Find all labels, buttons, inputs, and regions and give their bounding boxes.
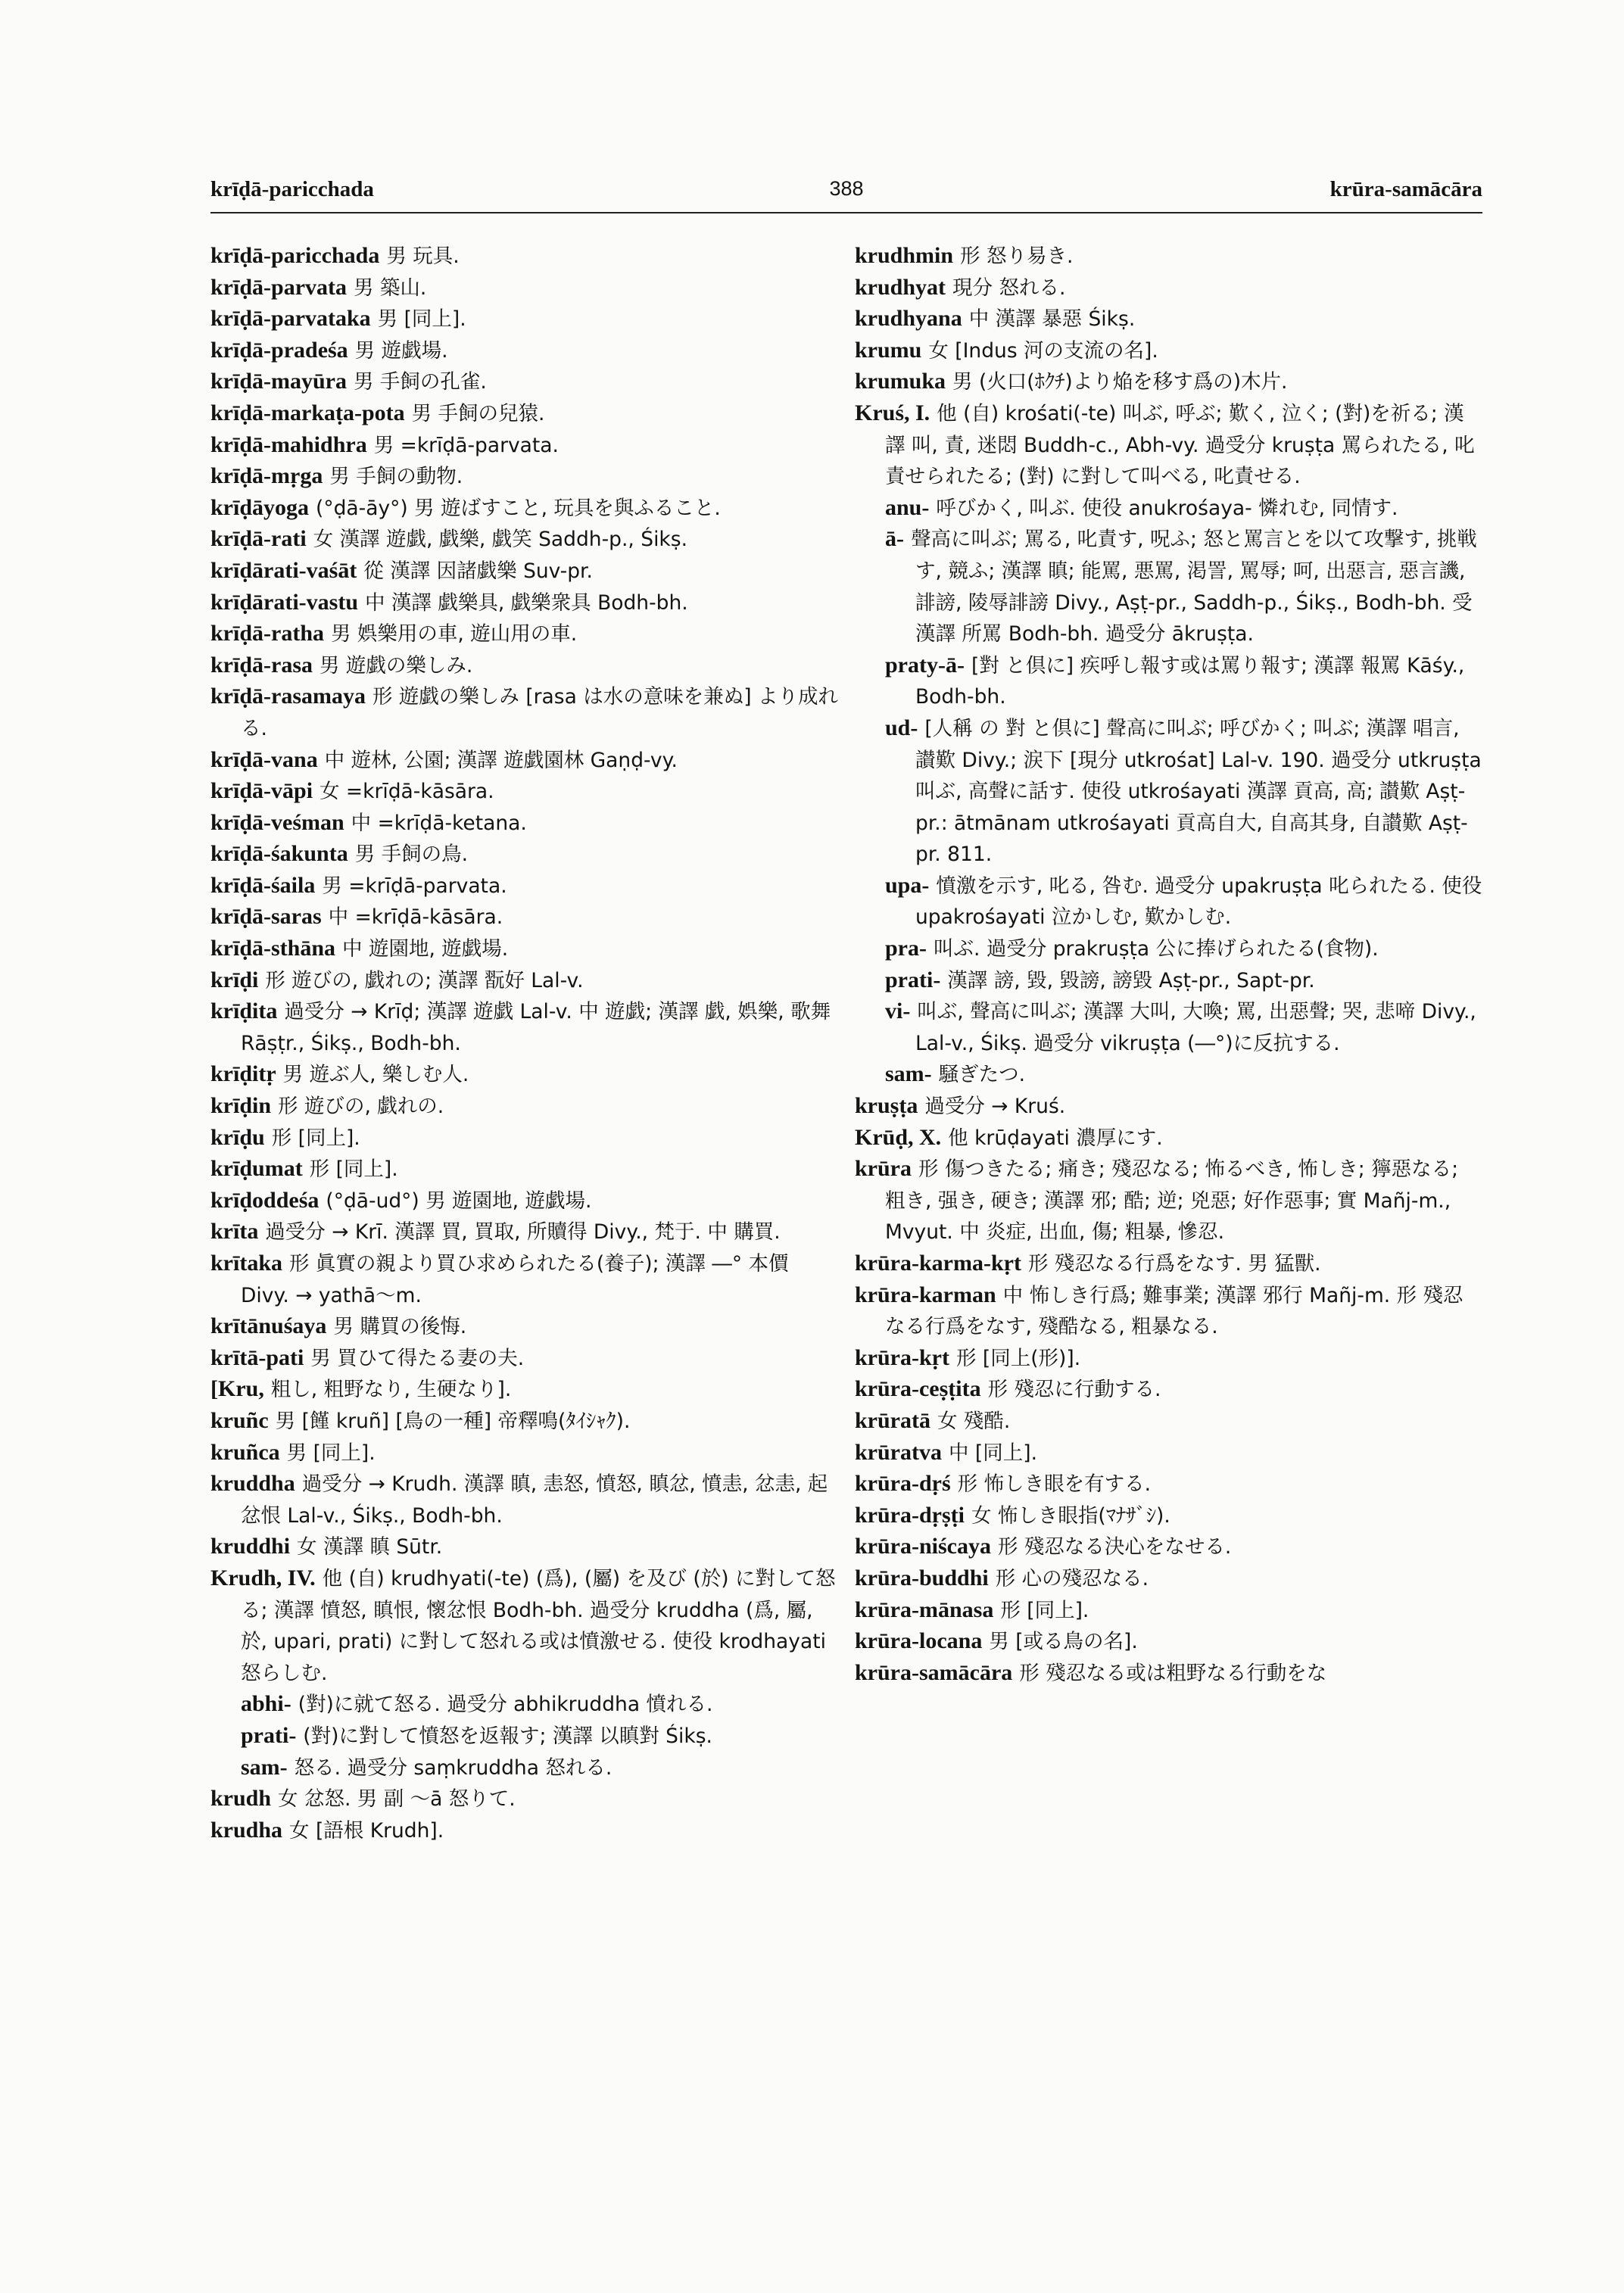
entry-definition: 怒る. 過受分 saṃkruddha 怒れる. (294, 1756, 613, 1780)
entry-definition: 形 [同上]. (271, 1126, 360, 1150)
dictionary-subentry (855, 650, 1483, 713)
entry-headword: krīḍoddeśa (210, 1187, 320, 1213)
entry-definition: 男 [同上]. (377, 307, 466, 332)
dictionary-entry (210, 1784, 839, 1815)
right-running-head: krūra-samācāra (1329, 177, 1482, 201)
entry-headword: ā- (885, 526, 904, 552)
entry-headword: sam- (885, 1061, 932, 1087)
entry-definition: 男 玩具. (386, 245, 460, 268)
dictionary-subentry (855, 524, 1483, 650)
dictionary-entry (855, 1248, 1483, 1280)
dictionary-entry (210, 650, 839, 682)
dictionary-entry (210, 1469, 839, 1531)
entry-headword: krīḍā-markaṭa-pota (210, 400, 405, 425)
dictionary-entry (210, 1438, 839, 1469)
dictionary-entry (210, 933, 839, 965)
entry-headword: ud- (885, 715, 918, 740)
entry-definition: 形 殘忍に行動する. (987, 1378, 1161, 1402)
entry-definition: 過受分 → Kruś. (924, 1095, 1066, 1119)
dictionary-subentry (855, 493, 1483, 525)
entry-headword: kruddhi (210, 1534, 291, 1559)
entry-definition: 形 怖しき眼を有する. (957, 1472, 1151, 1497)
dictionary-entry (210, 430, 839, 462)
entry-definition: 中 遊林, 公園; 漢譯 遊戯園林 Gaṇḍ-vy. (324, 748, 678, 772)
entry-definition: 男 =krīḍā-parvata. (322, 874, 507, 898)
entry-definition: 漢譯 謗, 毀, 毀謗, 謗毀 Aṣṭ-pr., Sapt-pr. (947, 968, 1315, 992)
dictionary-entry (210, 1311, 839, 1343)
dictionary-entry (210, 808, 839, 840)
entry-headword: krītānuśaya (210, 1313, 327, 1339)
entry-definition: 形 殘忍なる決心をなせる. (997, 1535, 1232, 1559)
entry-definition: 呼びかく, 叫ぶ. 使役 anukrośaya- 憐れむ, 同情す. (936, 496, 1398, 520)
dictionary-entry (855, 1626, 1483, 1658)
dictionary-entry (210, 1531, 839, 1563)
entry-headword: krīḍārati-vaśāt (210, 557, 357, 583)
entry-headword: krīta (210, 1219, 259, 1245)
dictionary-entry (210, 902, 839, 933)
entry-definition: [對 と倶に] 疾呼し報す或は罵り報す; 漢譯 報罵 Kāśy., Bodh-bh. (915, 653, 1465, 709)
entry-definition: 形 怒り易き. (960, 245, 1074, 268)
dictionary-entry (855, 1595, 1483, 1627)
entry-headword: krudha (210, 1817, 283, 1843)
entry-definition: 女 漢譯 瞋 Sūtr. (297, 1535, 443, 1559)
dictionary-subentry (855, 933, 1483, 965)
entry-headword: krudhyat (855, 274, 946, 300)
entry-definition: 男 築山. (353, 276, 427, 300)
entry-definition: 過受分 → Krudh. 漢譯 瞋, 恚怒, 憤怒, 瞋忿, 憤恚, 忿恚, 起忿恨 Lal-v., Śikṣ., Bodh-bh. (241, 1472, 828, 1528)
entry-definition: 形 傷つきたる; 痛き; 殘忍なる; 怖るべき, 怖しき; 獰惡なる; 粗き, 强き, 硬き; 漢譯 邪; 酷; 逆; 兇惡; 好作惡事; 實 Mañj-m., Mvyut. 中 炎症, 出血, 傷; 粗暴, 慘忍. (885, 1157, 1459, 1245)
dictionary-entry (855, 1658, 1483, 1690)
dictionary-subentry (855, 996, 1483, 1059)
dictionary-entry (210, 996, 839, 1059)
entry-headword: kruñc (210, 1407, 269, 1433)
entry-definition: 形 遊びの, 戯れの; 漢譯 翫好 Lal-v. (265, 968, 584, 992)
entry-headword: Kruś, I. (855, 400, 930, 425)
entry-definition: 女 忿怒. 男 副 ～ā 怒りて. (278, 1787, 516, 1812)
entry-headword: krīḍāyoga (210, 494, 310, 520)
dictionary-entry (855, 304, 1483, 335)
entry-definition: 形 殘忍なる或は粗野なる行動をな (1019, 1661, 1327, 1685)
entry-definition: 男 娯樂用の車, 遊山用の車. (330, 622, 578, 646)
dictionary-entry (855, 241, 1483, 273)
entry-definition: 他 krūḍayati 濃厚にす. (948, 1126, 1163, 1150)
dictionary-entry (210, 335, 839, 367)
entry-definition: 女 [語根 Krudh]. (289, 1818, 444, 1843)
entry-headword: krīḍā-pradeśa (210, 337, 348, 363)
dictionary-subentry (210, 1689, 839, 1721)
entry-headword: sam- (241, 1754, 288, 1780)
entry-headword: krīḍi (210, 967, 259, 992)
entry-headword: pra- (885, 936, 927, 961)
entry-definition: 過受分 → Krīḍ; 漢譯 遊戯 Lal-v. 中 遊戯; 漢譯 戯, 娯樂, 歌舞 Rāṣṭr., Śikṣ., Bodh-bh. (241, 1000, 831, 1055)
entry-headword: Krudh, IV. (210, 1565, 316, 1590)
entry-headword: krīḍā-veśman (210, 809, 344, 835)
entry-headword: upa- (885, 872, 930, 898)
dictionary-entry (855, 1531, 1483, 1563)
entry-definition: 形 [同上]. (309, 1157, 398, 1182)
entry-headword: krīḍin (210, 1093, 272, 1119)
dictionary-entry (210, 398, 839, 430)
entry-definition: 聲高に叫ぶ; 罵る, 叱責す, 呪ふ; 怒と罵言とを以て攻撃す, 挑戦す, 競ふ; 漢譯 瞋; 能罵, 悪罵, 渇詈, 罵辱; 呵, 出惡言, 惡言譏, 誹謗, 陵辱誹謗 Divy., Aṣṭ-pr., Saddh-p., Śikṣ., Bodh-bh. 受 漢譯 所罵 Bodh-bh. 過受分 ākruṣṭa. (910, 528, 1477, 646)
dictionary-entry (855, 273, 1483, 304)
entry-headword: krudh (210, 1786, 272, 1812)
entry-headword: krīḍā-sthāna (210, 936, 336, 961)
entry-headword: praty-ā- (885, 652, 965, 678)
dictionary-subentry (210, 1752, 839, 1784)
entry-headword: krūra-locana (855, 1628, 983, 1654)
entry-headword: krudhmin (855, 243, 954, 268)
entry-definition: 叫ぶ. 過受分 prakruṣṭa 公に捧げられたる(食物). (933, 937, 1379, 961)
entry-headword: krīḍā-rasa (210, 652, 313, 678)
entry-definition: 他 (自) krudhyati(-te) (爲), (屬) を及び (於) に對して怒る; 漢譯 憤怒, 瞋恨, 懷忿恨 Bodh-bh. 過受分 kruddha (爲, 屬, 於, upari, prati) に對して怒れる或は憤激せる. 使役 krodhayati 怒らしむ. (241, 1566, 836, 1685)
dictionary-subentry (210, 1721, 839, 1752)
entry-headword: krīḍā-parvata (210, 274, 347, 300)
entry-definition: 憤激を示す, 叱る, 咎む. 過受分 upakruṣṭa 叱られたる. 使役 upakrośayati 泣かしむ, 歎かしむ. (915, 874, 1482, 930)
dictionary-entry (210, 681, 839, 744)
entry-definition: (°ḍā-ud°) 男 遊園地, 遊戯場. (326, 1189, 592, 1213)
entry-headword: krūratva (855, 1439, 942, 1465)
dictionary-entry (855, 1374, 1483, 1406)
dictionary-entry (855, 1438, 1483, 1469)
entry-definition: 女 =krīḍā-kāsāra. (320, 780, 494, 804)
entry-definition: 形 遊びの, 戯れの. (278, 1095, 444, 1119)
dictionary-entry (210, 493, 839, 525)
entry-headword: krūra-dṛś (855, 1471, 951, 1497)
entry-definition: 男 手飼の鳥. (354, 843, 469, 867)
entry-definition: 中 [同上]. (948, 1441, 1037, 1465)
entry-headword: krīḍā-rasamaya (210, 684, 366, 709)
entry-headword: kruṣṭa (855, 1093, 918, 1119)
entry-headword: krīḍā-vana (210, 746, 318, 772)
entry-definition: 現分 怒れる. (952, 276, 1066, 300)
dictionary-entry (210, 1815, 839, 1847)
dictionary-entry (210, 1563, 839, 1689)
entry-definition: 女 殘酷. (937, 1409, 1011, 1433)
entry-headword: krūra-samācāra (855, 1659, 1013, 1685)
entry-definition: 從 漢譯 因諸戯樂 Suv-pr. (363, 559, 593, 583)
dictionary-entry (210, 273, 839, 304)
dictionary-entry (210, 745, 839, 777)
dictionary-entry (210, 1343, 839, 1375)
entry-headword: krīḍā-ratha (210, 621, 324, 646)
entry-definition: 男 手飼の兒猿. (411, 401, 545, 425)
entry-definition: 中 =krīḍā-ketana. (351, 811, 527, 835)
entry-headword: krūra-dṛṣṭi (855, 1502, 965, 1528)
entry-headword: krītaka (210, 1251, 283, 1276)
entry-definition: [人稱 の 對 と倶に] 聲高に叫ぶ; 呼びかく; 叫ぶ; 漢譯 唱言, 讃歎 Divy.; 涙下 [現分 utkrośat] Lal-v. 190. 過受分 utkruṣṭa 叫ぶ, 高聲に話す. 使役 utkrośayati 漢譯 貢高, 高; 讃歎 Aṣṭ-pr.: ātmānam utkrośayati 貢高自大, 自高其身, 自讃歎 Aṣṭ-pr. 811. (915, 716, 1482, 867)
entry-definition: 騒ぎたつ. (938, 1063, 1026, 1087)
left-running-head: krīḍā-paricchada (210, 177, 374, 201)
dictionary-entry (210, 1374, 839, 1406)
entry-definition: 男 [同上]. (286, 1441, 376, 1465)
dictionary-entry (855, 366, 1483, 398)
entry-headword: krīḍā-vāpi (210, 778, 313, 804)
dictionary-entry (210, 1154, 839, 1185)
dictionary-entry (210, 556, 839, 587)
entry-definition: 形 眞實の親より買ひ求められたる(養子); 漢譯 ―° 本價 Divy. → yathā～m. (241, 1252, 789, 1307)
dictionary-subentry (855, 1059, 1483, 1091)
dictionary-subentry (855, 871, 1483, 933)
entry-headword: anu- (885, 494, 930, 520)
running-header (210, 177, 1482, 213)
entry-definition: 粗し, 粗野なり, 生硬なり]. (270, 1378, 512, 1402)
entry-definition: 中 怖しき行爲; 難事業; 漢譯 邪行 Mañj-m. 形 殘忍なる行爲をなす, 殘酷なる, 粗暴なる. (885, 1283, 1463, 1339)
entry-headword: krūra-niścaya (855, 1534, 991, 1559)
entry-headword: abhi- (241, 1691, 291, 1717)
dictionary-entry (855, 335, 1483, 367)
entry-headword: krīḍā-mahidhra (210, 431, 367, 457)
dictionary-entry (210, 587, 839, 619)
dictionary-entry (210, 241, 839, 273)
entry-headword: krūra-karma-kṛt (855, 1251, 1021, 1276)
dictionary-entry (210, 304, 839, 335)
dictionary-entry (210, 366, 839, 398)
entry-definition: 男 [或る鳥の名]. (989, 1630, 1138, 1654)
entry-definition: 男 [饉 kruñ] [鳥の一種] 帝釋鳴(ﾀｲｼｬｸ). (275, 1409, 631, 1433)
dictionary-entry (210, 965, 839, 997)
entry-headword: krīḍā-rati (210, 526, 307, 552)
entry-headword: krīḍā-śaila (210, 872, 316, 898)
dictionary-entry (210, 618, 839, 650)
entry-definition: 形 心の殘忍なる. (995, 1566, 1149, 1590)
entry-definition: 中 遊園地, 遊戯場. (342, 937, 509, 961)
entry-headword: krīḍā-mayūra (210, 369, 347, 394)
entry-headword: krumu (855, 337, 922, 363)
dictionary-entry (210, 1406, 839, 1438)
entry-headword: krudhyana (855, 306, 962, 332)
entry-definition: 男 遊ぶ人, 樂しむ人. (282, 1063, 469, 1087)
entry-definition: 形 [同上]. (1000, 1598, 1089, 1622)
right-column (855, 241, 1483, 1689)
dictionary-entry (210, 1059, 839, 1091)
entry-headword: krūra-mānasa (855, 1597, 994, 1622)
entry-headword: [Kru, (210, 1376, 264, 1402)
entry-headword: kruddha (210, 1471, 295, 1497)
dictionary-entry (210, 1217, 839, 1248)
entry-headword: krīḍā-śakunta (210, 841, 348, 867)
entry-definition: 男 遊戯の樂しみ. (319, 653, 473, 678)
entry-definition: 男 遊戯場. (354, 338, 448, 363)
entry-headword: Krūḍ, X. (855, 1124, 942, 1150)
entry-definition: 男 (火口(ﾎｸﾁ)より焔を移す爲の)木片. (952, 370, 1288, 394)
entry-headword: krūra (855, 1156, 912, 1182)
entry-headword: prati- (241, 1722, 297, 1748)
dictionary-entry (210, 524, 839, 556)
entry-definition: 男 =krīḍā-parvata. (373, 433, 559, 457)
dictionary-entry (855, 398, 1483, 493)
entry-definition: 中 漢譯 暴惡 Śikṣ. (968, 307, 1136, 332)
entry-headword: krīḍā-mṛga (210, 463, 323, 489)
entry-headword: krīḍā-parvataka (210, 306, 371, 332)
entry-headword: krūra-ceṣṭita (855, 1376, 981, 1402)
entry-definition: 過受分 → Krī. 漢譯 買, 買取, 所贖得 Divy., 梵于. 中 購買. (265, 1220, 781, 1245)
entry-headword: krīḍārati-vastu (210, 589, 358, 615)
entry-headword: krūra-buddhi (855, 1565, 989, 1590)
entry-definition: 形 [同上(形)]. (955, 1346, 1081, 1370)
dictionary-entry (855, 1343, 1483, 1375)
dictionary-entry (210, 1248, 839, 1311)
entry-definition: 女 [Indus 河の支流の名]. (928, 338, 1158, 363)
dictionary-entry (210, 1185, 839, 1217)
entry-definition: (°ḍā-āy°) 男 遊ばすこと, 玩具を與ふること. (316, 496, 721, 520)
entry-definition: 形 遊戯の樂しみ [rasa は水の意味を兼ぬ] より成れる. (241, 685, 839, 740)
entry-headword: krīḍā-saras (210, 904, 322, 930)
dictionary-entry (855, 1500, 1483, 1532)
entry-definition: 形 殘忍なる行爲をなす. 男 猛獸. (1027, 1252, 1321, 1276)
dictionary-entry (210, 1123, 839, 1154)
entry-definition: 中 漢譯 戯樂具, 戯樂衆具 Bodh-bh. (364, 590, 688, 615)
dictionary-entry (855, 1123, 1483, 1154)
dictionary-entry (210, 461, 839, 493)
entry-definition: 男 買ひて得たる妻の夫. (310, 1346, 525, 1370)
entry-headword: krīḍitṛ (210, 1061, 276, 1087)
entry-headword: krīḍumat (210, 1156, 303, 1182)
dictionary-entry (855, 1091, 1483, 1123)
entry-definition: 女 漢譯 遊戯, 戯樂, 戯笑 Saddh-p., Śikṣ. (313, 528, 688, 552)
entry-definition: (對)に就て怒る. 過受分 abhikruddha 憤れる. (298, 1693, 713, 1717)
entry-headword: prati- (885, 967, 941, 992)
dictionary-entry (855, 1406, 1483, 1438)
entry-definition: 叫ぶ, 聲高に叫ぶ; 漢譯 大叫, 大喚; 罵, 出惡聲; 哭, 悲啼 Divy., Lal-v., Śikṣ. 過受分 vikruṣṭa (―°)に反抗する. (915, 1000, 1476, 1055)
dictionary-subentry (855, 965, 1483, 997)
page-number: 388 (829, 177, 864, 200)
entry-headword: kruñca (210, 1439, 280, 1465)
entry-headword: krītā-pati (210, 1344, 304, 1370)
entry-headword: krīḍita (210, 999, 278, 1024)
entry-headword: vi- (885, 999, 911, 1024)
entry-definition: 男 手飼の動物. (329, 465, 463, 489)
dictionary-entry (855, 1154, 1483, 1248)
dictionary-entry (210, 871, 839, 902)
entry-definition: 女 怖しき眼指(ﾏﾅｻﾞｼ). (971, 1503, 1170, 1528)
entry-headword: krūratā (855, 1407, 930, 1433)
dictionary-entry (855, 1280, 1483, 1343)
entry-headword: krūra-kṛt (855, 1344, 949, 1370)
entry-definition: 男 購買の後悔. (333, 1315, 467, 1339)
entry-definition: 中 =krīḍā-kāsāra. (328, 905, 503, 930)
dictionary-entry (855, 1469, 1483, 1500)
entry-headword: krumuka (855, 369, 946, 394)
dictionary-entry (855, 1563, 1483, 1595)
left-column (210, 241, 839, 1846)
dictionary-subentry (855, 713, 1483, 871)
entry-definition: 他 (自) krośati(-te) 叫ぶ, 呼ぶ; 歎く, 泣く; (對)を祈る; 漢譯 叫, 責, 迷悶 Buddh-c., Abh-vy. 過受分 kruṣṭa 罵られたる, 叱責せられたる; (對) に對して叫べる, 叱責せる. (885, 401, 1475, 489)
dictionary-entry (210, 776, 839, 808)
entry-definition: (對)に對して憤怒を返報す; 漢譯 以瞋對 Śikṣ. (303, 1724, 712, 1748)
entry-headword: krūra-karman (855, 1282, 996, 1307)
dictionary-entry (210, 839, 839, 871)
entry-definition: 男 手飼の孔雀. (353, 370, 487, 394)
dictionary-entry (210, 1091, 839, 1123)
entry-headword: krīḍu (210, 1124, 265, 1150)
entry-headword: krīḍā-paricchada (210, 243, 380, 268)
